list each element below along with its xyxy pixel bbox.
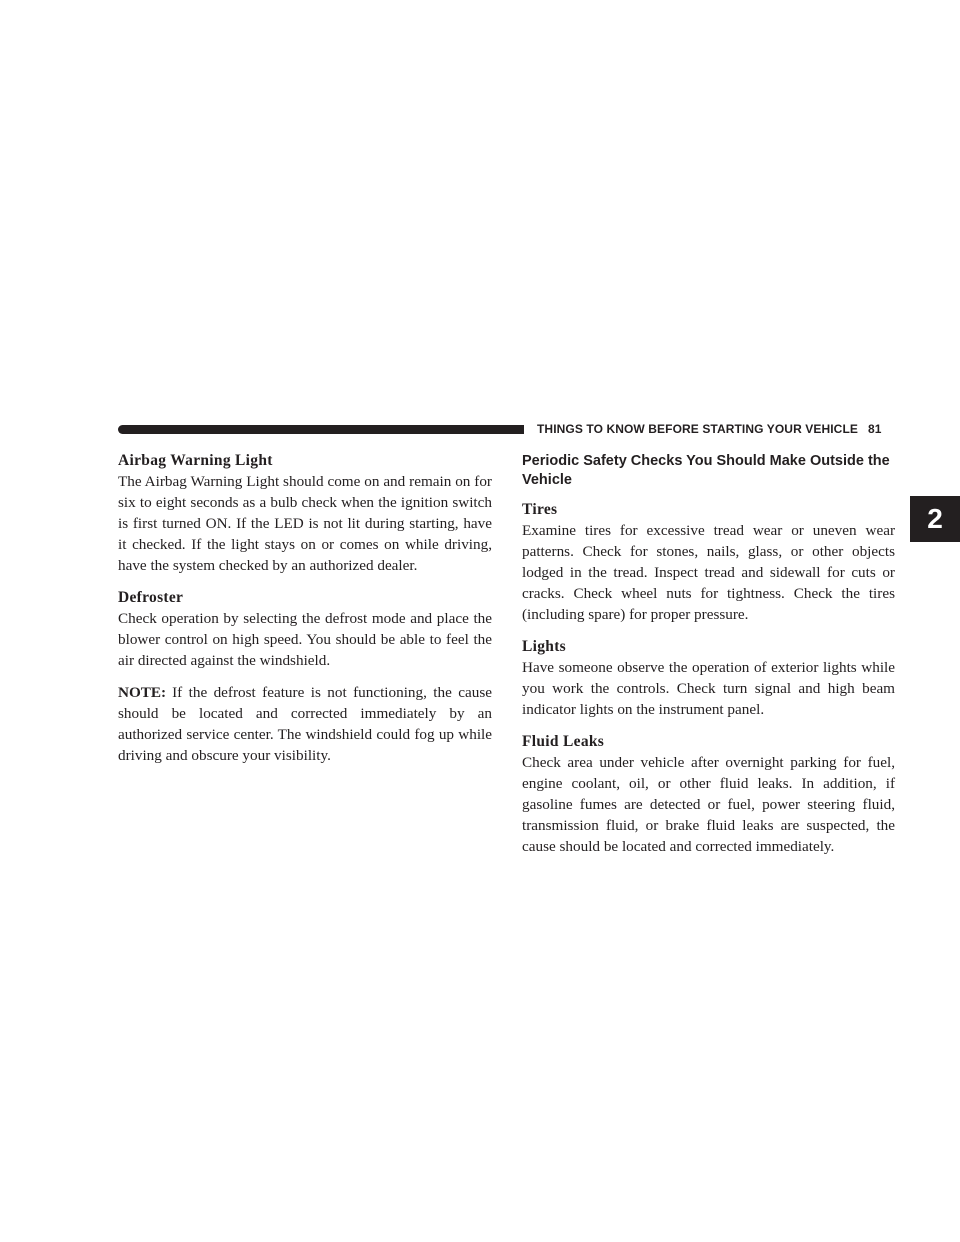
defroster-section	[118, 587, 492, 671]
defroster-paragraph: Check operation by selecting the defrost mode and place the blower control on high speed. You should be able to feel the air directed against the windshield.	[118, 610, 492, 669]
lights-section	[522, 636, 895, 720]
fluid-leaks-section	[522, 731, 895, 857]
chapter-tab: 2	[910, 496, 960, 542]
lights-heading: Lights	[522, 638, 567, 655]
airbag-paragraph: The Airbag Warning Light should come on and remain on for six to eight seconds as a bulb check when the ignition switch is first turned ON. If the LED is not lit during starting, have it checked. If the light stays on or comes on while driving, have the system checked by an authorized dealer.	[118, 473, 492, 574]
right-column	[522, 450, 895, 868]
running-header	[537, 422, 882, 436]
tires-paragraph: Examine tires for excessive tread wear or uneven wear patterns. Check for stones, nails, glass, or other objects lodged in the tread. Inspect tread and sidewall for cuts or cracks. Check wheel nuts for tightness. Check the tires (including spare) for proper pressure.	[522, 522, 895, 623]
fluid-leaks-paragraph: Check area under vehicle after overnight parking for fuel, engine coolant, oil, or other fluid leaks. In addition, if gasoline fumes are detected or fuel, power steering fluid, transmission fluid, or brake fluid leaks are suspected, the cause should be located and corrected immediately.	[522, 754, 895, 855]
page-number: 81	[867, 422, 882, 436]
note-paragraph	[118, 682, 492, 766]
header-rule-bar	[118, 425, 524, 434]
airbag-section	[118, 450, 492, 576]
note-section	[118, 682, 492, 766]
note-label: NOTE:	[118, 684, 167, 701]
tires-heading: Tires	[522, 501, 558, 518]
fluid-leaks-heading: Fluid Leaks	[522, 733, 605, 750]
airbag-heading: Airbag Warning Light	[118, 452, 273, 469]
running-title: THINGS TO KNOW BEFORE STARTING YOUR VEHICLE	[537, 422, 858, 436]
defroster-heading: Defroster	[118, 589, 184, 606]
tires-section	[522, 499, 895, 625]
section-title: Periodic Safety Checks You Should Make Outside the Vehicle	[522, 453, 890, 488]
left-column	[118, 450, 492, 777]
note-text: If the defrost feature is not functioning, the cause should be located and corrected immediately by an authorized service center. The windshield could fog up while driving and obscure your visibility.	[118, 684, 492, 764]
lights-paragraph: Have someone observe the operation of exterior lights while you work the controls. Check turn signal and high beam indicator lights on the instrument panel.	[522, 659, 895, 718]
